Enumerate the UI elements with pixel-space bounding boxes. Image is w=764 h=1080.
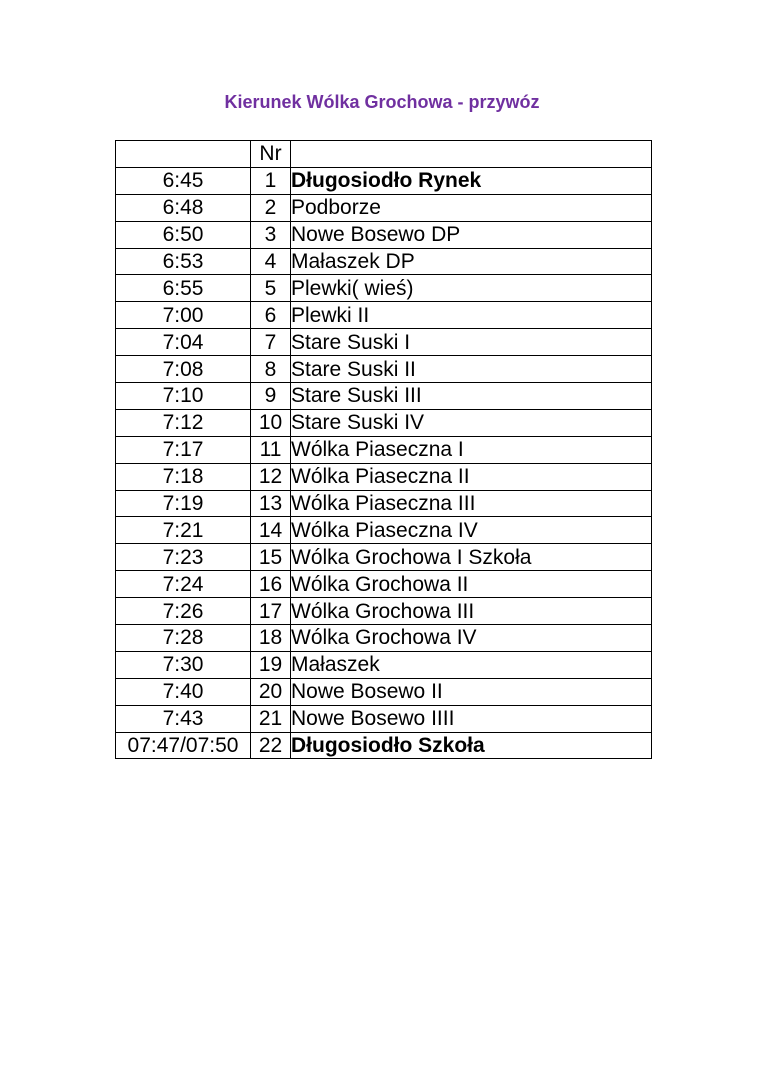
table-row <box>116 329 652 356</box>
table-row <box>116 275 652 302</box>
departure-time: 07:47/07:50 <box>116 732 251 759</box>
departure-time: 7:30 <box>116 651 251 678</box>
stop-name: Stare Suski II <box>291 356 652 383</box>
stop-name: Długosiodło Szkoła <box>291 732 652 759</box>
departure-time: 7:10 <box>116 383 251 410</box>
stop-name: Stare Suski I <box>291 329 652 356</box>
stop-number: 3 <box>251 221 291 248</box>
stop-number: 10 <box>251 409 291 436</box>
departure-time: 7:26 <box>116 598 251 625</box>
stop-number: 14 <box>251 517 291 544</box>
table-header-row <box>116 141 652 168</box>
departure-time: 6:48 <box>116 194 251 221</box>
stop-name: Stare Suski III <box>291 383 652 410</box>
schedule-body <box>116 141 652 759</box>
stop-number: 15 <box>251 544 291 571</box>
table-row <box>116 490 652 517</box>
header-time <box>116 141 251 168</box>
stop-number: 7 <box>251 329 291 356</box>
table-row <box>116 302 652 329</box>
table-row <box>116 221 652 248</box>
stop-number: 16 <box>251 571 291 598</box>
stop-name: Wólka Piaseczna III <box>291 490 652 517</box>
table-row <box>116 409 652 436</box>
departure-time: 7:04 <box>116 329 251 356</box>
departure-time: 7:17 <box>116 436 251 463</box>
stop-number: 13 <box>251 490 291 517</box>
stop-name: Wólka Grochowa I Szkoła <box>291 544 652 571</box>
stop-number: 8 <box>251 356 291 383</box>
stop-name: Stare Suski IV <box>291 409 652 436</box>
departure-time: 7:21 <box>116 517 251 544</box>
header-stop <box>291 141 652 168</box>
stop-name: Wólka Grochowa II <box>291 571 652 598</box>
stop-name: Plewki( wieś) <box>291 275 652 302</box>
table-row <box>116 463 652 490</box>
stop-name: Nowe Bosewo II <box>291 678 652 705</box>
stop-number: 9 <box>251 383 291 410</box>
departure-time: 6:50 <box>116 221 251 248</box>
stop-name: Wólka Piaseczna I <box>291 436 652 463</box>
table-row <box>116 383 652 410</box>
stop-name: Długosiodło Rynek <box>291 167 652 194</box>
stop-name: Wólka Grochowa IV <box>291 625 652 652</box>
stop-number: 12 <box>251 463 291 490</box>
departure-time: 7:19 <box>116 490 251 517</box>
stop-number: 17 <box>251 598 291 625</box>
departure-time: 7:23 <box>116 544 251 571</box>
table-row <box>116 732 652 759</box>
table-row <box>116 651 652 678</box>
stop-number: 5 <box>251 275 291 302</box>
stop-number: 1 <box>251 167 291 194</box>
departure-time: 7:28 <box>116 625 251 652</box>
departure-time: 7:08 <box>116 356 251 383</box>
page-title: Kierunek Wólka Grochowa - przywóz <box>224 92 540 112</box>
table-row <box>116 705 652 732</box>
table-row <box>116 517 652 544</box>
stop-name: Nowe Bosewo IIII <box>291 705 652 732</box>
stop-name: Wólka Piaseczna II <box>291 463 652 490</box>
stop-name: Wólka Grochowa III <box>291 598 652 625</box>
departure-time: 7:18 <box>116 463 251 490</box>
schedule-table <box>115 140 652 759</box>
table-row <box>116 167 652 194</box>
table-row <box>116 544 652 571</box>
stop-number: 21 <box>251 705 291 732</box>
stop-name: Małaszek DP <box>291 248 652 275</box>
departure-time: 7:24 <box>116 571 251 598</box>
stop-number: 19 <box>251 651 291 678</box>
table-row <box>116 571 652 598</box>
departure-time: 7:12 <box>116 409 251 436</box>
stop-name: Podborze <box>291 194 652 221</box>
departure-time: 7:40 <box>116 678 251 705</box>
departure-time: 6:55 <box>116 275 251 302</box>
header-nr: Nr <box>251 141 291 168</box>
stop-number: 4 <box>251 248 291 275</box>
departure-time: 7:43 <box>116 705 251 732</box>
stop-number: 6 <box>251 302 291 329</box>
departure-time: 6:53 <box>116 248 251 275</box>
stop-name: Małaszek <box>291 651 652 678</box>
table-row <box>116 194 652 221</box>
stop-number: 22 <box>251 732 291 759</box>
stop-number: 20 <box>251 678 291 705</box>
departure-time: 6:45 <box>116 167 251 194</box>
stop-number: 2 <box>251 194 291 221</box>
departure-time: 7:00 <box>116 302 251 329</box>
table-row <box>116 678 652 705</box>
table-row <box>116 625 652 652</box>
table-row <box>116 436 652 463</box>
stop-number: 18 <box>251 625 291 652</box>
stop-number: 11 <box>251 436 291 463</box>
stop-name: Nowe Bosewo DP <box>291 221 652 248</box>
table-row <box>116 248 652 275</box>
table-row <box>116 356 652 383</box>
table-row <box>116 598 652 625</box>
stop-name: Wólka Piaseczna IV <box>291 517 652 544</box>
stop-name: Plewki II <box>291 302 652 329</box>
